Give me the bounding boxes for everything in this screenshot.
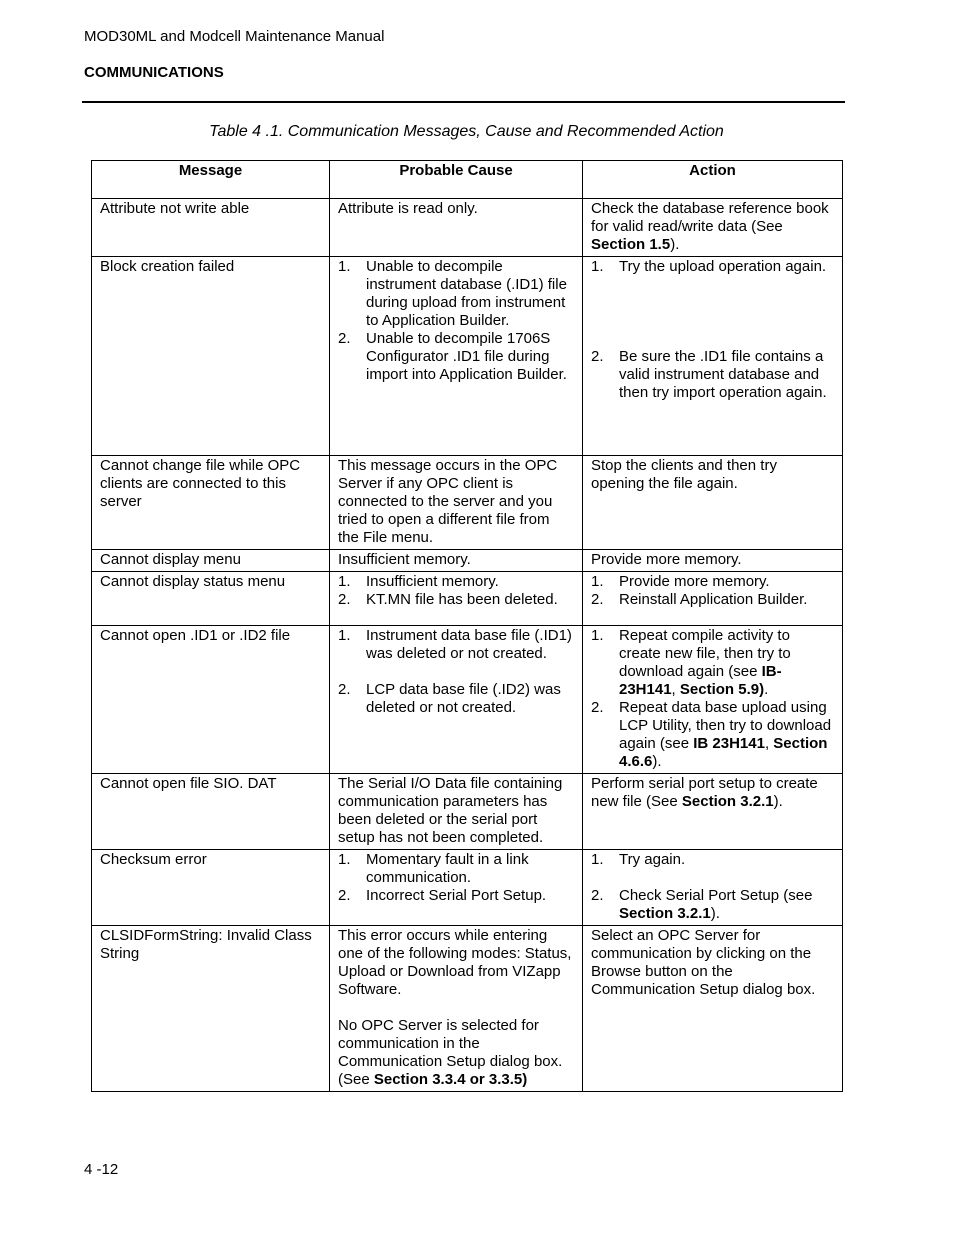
cause-cell: Insufficient memory. [330, 550, 583, 572]
table-row [92, 550, 843, 572]
list-item: 1. Instrument data base file (.ID1) was deleted or not created. [338, 627, 572, 662]
manual-title: MOD30ML and Modcell Maintenance Manual [84, 28, 385, 45]
cause-cell [330, 850, 583, 926]
list-item: 1. Momentary fault in a link communication. [338, 851, 529, 886]
message-cell: Cannot display status menu [92, 572, 330, 626]
list-item: 2. LCP data base file (.ID2) was deleted or not created. [338, 681, 561, 716]
action-cell: Check the database reference book for valid read/write data (See Section 1.5). [583, 199, 843, 257]
cause-cell [330, 572, 583, 626]
table-header-row [92, 161, 843, 199]
message-cell: Cannot display menu [92, 550, 330, 572]
message-cell: Cannot open file SIO. DAT [92, 774, 330, 850]
list-item: 2. Be sure the .ID1 file contains a valid instrument database and then try import operation again. [591, 348, 827, 401]
cause-cell: The Serial I/O Data file containing communication parameters has been deleted or the serial port setup has not been completed. [330, 774, 583, 850]
action-cell [583, 572, 843, 626]
cause-cell [330, 626, 583, 774]
spacer [338, 663, 574, 681]
action-cell [583, 850, 843, 926]
list-item: 2. Incorrect Serial Port Setup. [338, 887, 547, 904]
cause-cell: This message occurs in the OPC Server if any OPC client is connected to the server and you tried to open a different file from the File menu. [330, 456, 583, 550]
column-header-action: Action [583, 161, 843, 199]
section-heading: COMMUNICATIONS [84, 64, 224, 81]
cause-cell: Attribute is read only. [330, 199, 583, 257]
cause-cell [330, 926, 583, 1092]
list-item: 1. Insufficient memory. [338, 573, 499, 590]
cause-paragraph: This error occurs while entering one of the following modes: Status, Upload or Download from VIZapp Software. [338, 927, 572, 998]
list-item: 2. KT.MN file has been deleted. [338, 591, 558, 608]
list-item: 2. Repeat data base upload using LCP Utility, then try to download again (see IB 23H141, Section 4.6.6). [591, 699, 832, 770]
action-cell: Stop the clients and then try opening the file again. [583, 456, 843, 550]
spacer [591, 869, 834, 887]
list-item: 2. Check Serial Port Setup (see Section 3.2.1). [591, 887, 813, 922]
list-item: 1. Provide more memory. [591, 573, 770, 590]
message-cell: CLSIDFormString: Invalid Class String [92, 926, 330, 1092]
communication-messages-table [91, 160, 843, 1092]
cause-cell [330, 257, 583, 456]
spacer [591, 276, 834, 348]
action-cell: Select an OPC Server for communication by clicking on the Browse button on the Communication Setup dialog box. [583, 926, 843, 1092]
message-cell: Block creation failed [92, 257, 330, 456]
table-row [92, 626, 843, 774]
table-row [92, 850, 843, 926]
message-cell: Checksum error [92, 850, 330, 926]
action-cell [583, 626, 843, 774]
table-row [92, 774, 843, 850]
message-cell: Cannot open .ID1 or .ID2 file [92, 626, 330, 774]
action-cell: Provide more memory. [583, 550, 843, 572]
column-header-message: Message [92, 161, 330, 199]
list-item: 2. Unable to decompile 1706S Configurator .ID1 file during import into Application Builder. [338, 330, 567, 383]
table-caption: Table 4 .1. Communication Messages, Cause and Recommended Action [209, 123, 724, 140]
list-item: 1. Try the upload operation again. [591, 258, 827, 275]
table-row [92, 257, 843, 456]
column-header-cause: Probable Cause [330, 161, 583, 199]
action-cell [583, 257, 843, 456]
list-item: 1. Try again. [591, 851, 686, 868]
spacer [338, 999, 574, 1017]
table-row [92, 572, 843, 626]
header-divider [82, 101, 845, 103]
message-cell: Cannot change file while OPC clients are connected to this server [92, 456, 330, 550]
list-item: 1. Repeat compile activity to create new file, then try to download again (see IB-23H141, Section 5.9). [591, 627, 791, 698]
action-cell: Perform serial port setup to create new file (See Section 3.2.1). [583, 774, 843, 850]
page-number: 4 -12 [84, 1161, 119, 1178]
table-row [92, 199, 843, 257]
table-row [92, 926, 843, 1092]
table-row [92, 456, 843, 550]
cause-paragraph: No OPC Server is selected for communication in the Communication Setup dialog box. (See Section 3.3.4 or 3.3.5) [338, 1017, 563, 1088]
list-item: 2. Reinstall Application Builder. [591, 591, 808, 608]
list-item: 1. Unable to decompile instrument database (.ID1) file during upload from instrument to Application Builder. [338, 258, 567, 329]
message-cell: Attribute not write able [92, 199, 330, 257]
